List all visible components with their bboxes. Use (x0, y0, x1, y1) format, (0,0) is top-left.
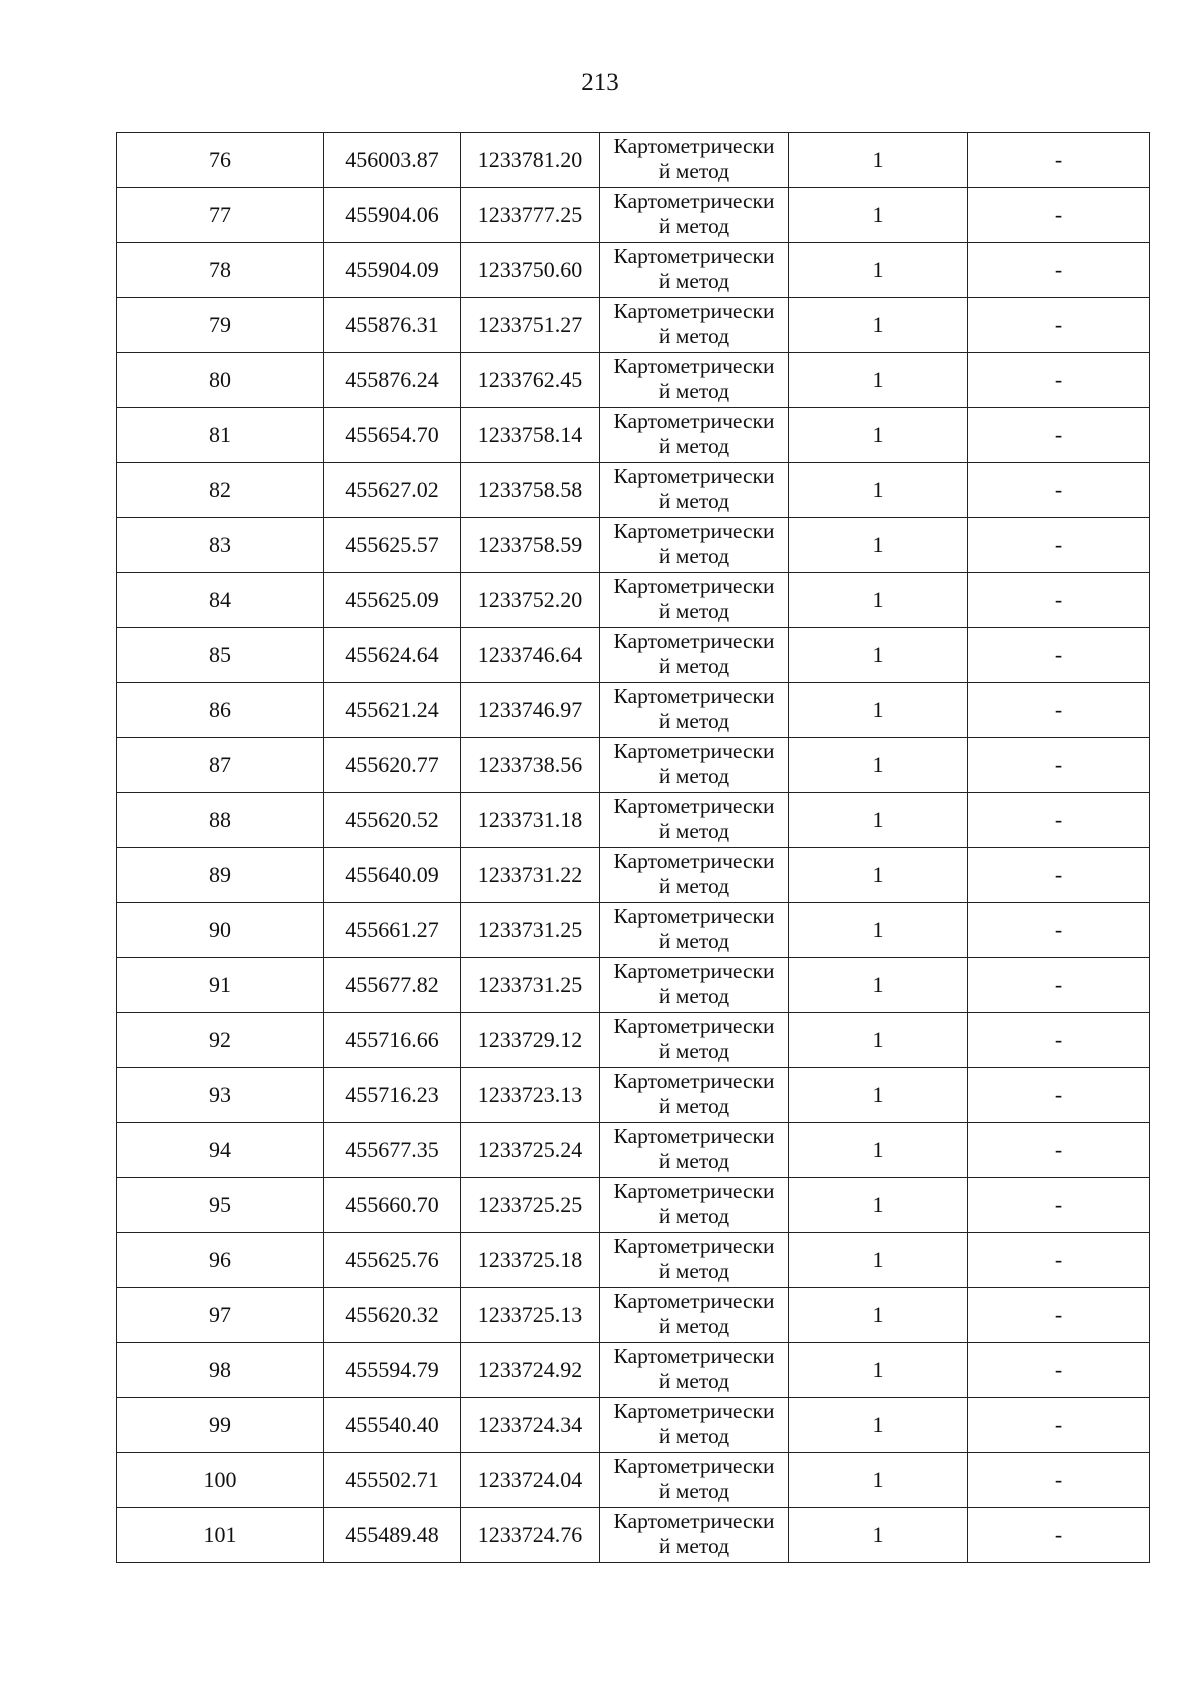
y-coordinate-cell: 1233746.64 (461, 628, 600, 683)
method-text-line2: й метод (658, 1259, 730, 1283)
table-row (117, 353, 1150, 408)
x-coordinate-cell: 455660.70 (324, 1178, 461, 1233)
point-number-cell: 95 (117, 1178, 324, 1233)
method-text-line2: й метод (658, 434, 730, 458)
y-coordinate-cell: 1233758.14 (461, 408, 600, 463)
accuracy-cell: 1 (789, 738, 968, 793)
method-text-line2: й метод (658, 544, 730, 568)
x-coordinate-cell: 456003.87 (324, 133, 461, 188)
method-text-line1: Картометрически (613, 1124, 775, 1148)
y-coordinate-cell: 1233758.59 (461, 518, 600, 573)
table-row (117, 738, 1150, 793)
note-cell: - (968, 958, 1150, 1013)
method-text-line1: Картометрически (613, 1509, 775, 1533)
method-text-line2: й метод (658, 1314, 730, 1338)
method-text-line2: й метод (658, 214, 730, 238)
method-text-line1: Картометрически (613, 464, 775, 488)
method-cell (600, 573, 789, 628)
page-number: 213 (581, 69, 619, 96)
method-text-line1: Картометрически (613, 904, 775, 928)
method-text-line2: й метод (658, 1479, 730, 1503)
method-text-line2: й метод (658, 1534, 730, 1558)
method-text-line1: Картометрически (613, 629, 775, 653)
point-number-cell: 89 (117, 848, 324, 903)
y-coordinate-cell: 1233731.25 (461, 958, 600, 1013)
method-text-line1: Картометрически (613, 409, 775, 433)
x-coordinate-cell: 455540.40 (324, 1398, 461, 1453)
table-row (117, 243, 1150, 298)
point-number-cell: 81 (117, 408, 324, 463)
point-number-cell: 87 (117, 738, 324, 793)
point-number-cell: 85 (117, 628, 324, 683)
table-row (117, 133, 1150, 188)
y-coordinate-cell: 1233724.76 (461, 1508, 600, 1563)
point-number-cell: 94 (117, 1123, 324, 1178)
x-coordinate-cell: 455624.64 (324, 628, 461, 683)
note-cell: - (968, 1233, 1150, 1288)
note-cell: - (968, 188, 1150, 243)
point-number-cell: 98 (117, 1343, 324, 1398)
note-cell: - (968, 133, 1150, 188)
point-number-cell: 84 (117, 573, 324, 628)
method-text-line2: й метод (658, 709, 730, 733)
x-coordinate-cell: 455677.35 (324, 1123, 461, 1178)
method-cell (600, 1068, 789, 1123)
x-coordinate-cell: 455876.31 (324, 298, 461, 353)
point-number-cell: 97 (117, 1288, 324, 1343)
x-coordinate-cell: 455502.71 (324, 1453, 461, 1508)
x-coordinate-cell: 455625.57 (324, 518, 461, 573)
method-text-line2: й метод (658, 1369, 730, 1393)
accuracy-cell: 1 (789, 1508, 968, 1563)
x-coordinate-cell: 455620.77 (324, 738, 461, 793)
x-coordinate-cell: 455640.09 (324, 848, 461, 903)
table-row (117, 463, 1150, 518)
accuracy-cell: 1 (789, 958, 968, 1013)
coordinates-table (116, 132, 1150, 1563)
accuracy-cell: 1 (789, 518, 968, 573)
method-text-line2: й метод (658, 269, 730, 293)
y-coordinate-cell: 1233731.22 (461, 848, 600, 903)
table-row (117, 848, 1150, 903)
method-cell (600, 463, 789, 518)
method-cell (600, 353, 789, 408)
table-row (117, 1398, 1150, 1453)
y-coordinate-cell: 1233731.25 (461, 903, 600, 958)
accuracy-cell: 1 (789, 628, 968, 683)
method-cell (600, 793, 789, 848)
y-coordinate-cell: 1233752.20 (461, 573, 600, 628)
note-cell: - (968, 1288, 1150, 1343)
y-coordinate-cell: 1233729.12 (461, 1013, 600, 1068)
method-text-line1: Картометрически (613, 1234, 775, 1258)
note-cell: - (968, 518, 1150, 573)
method-cell (600, 958, 789, 1013)
x-coordinate-cell: 455621.24 (324, 683, 461, 738)
y-coordinate-cell: 1233725.24 (461, 1123, 600, 1178)
point-number-cell: 92 (117, 1013, 324, 1068)
x-coordinate-cell: 455677.82 (324, 958, 461, 1013)
y-coordinate-cell: 1233723.13 (461, 1068, 600, 1123)
method-text-line2: й метод (658, 159, 730, 183)
table-row (117, 1123, 1150, 1178)
x-coordinate-cell: 455627.02 (324, 463, 461, 518)
accuracy-cell: 1 (789, 1288, 968, 1343)
method-text-line1: Картометрически (613, 1069, 775, 1093)
accuracy-cell: 1 (789, 408, 968, 463)
method-cell (600, 1343, 789, 1398)
note-cell: - (968, 1123, 1150, 1178)
point-number-cell: 93 (117, 1068, 324, 1123)
x-coordinate-cell: 455620.52 (324, 793, 461, 848)
method-text-line1: Картометрически (613, 189, 775, 213)
accuracy-cell: 1 (789, 1343, 968, 1398)
method-text-line1: Картометрически (613, 134, 775, 158)
note-cell: - (968, 243, 1150, 298)
note-cell: - (968, 1013, 1150, 1068)
note-cell: - (968, 298, 1150, 353)
method-text-line1: Картометрически (613, 299, 775, 323)
method-text-line1: Картометрически (613, 519, 775, 543)
method-cell (600, 298, 789, 353)
table-row (117, 188, 1150, 243)
table-row (117, 903, 1150, 958)
method-text-line1: Картометрически (613, 684, 775, 708)
method-text-line1: Картометрически (613, 244, 775, 268)
method-cell (600, 1178, 789, 1233)
table-row (117, 408, 1150, 463)
method-cell (600, 1453, 789, 1508)
point-number-cell: 80 (117, 353, 324, 408)
method-text-line1: Картометрически (613, 1289, 775, 1313)
method-text-line1: Картометрически (613, 354, 775, 378)
method-cell (600, 1123, 789, 1178)
method-cell (600, 628, 789, 683)
method-text-line2: й метод (658, 1094, 730, 1118)
method-text-line1: Картометрически (613, 1179, 775, 1203)
y-coordinate-cell: 1233724.92 (461, 1343, 600, 1398)
method-text-line2: й метод (658, 1149, 730, 1173)
method-text-line2: й метод (658, 1039, 730, 1063)
method-text-line1: Картометрически (613, 574, 775, 598)
note-cell: - (968, 848, 1150, 903)
accuracy-cell: 1 (789, 848, 968, 903)
method-cell (600, 738, 789, 793)
x-coordinate-cell: 455716.23 (324, 1068, 461, 1123)
note-cell: - (968, 1343, 1150, 1398)
point-number-cell: 86 (117, 683, 324, 738)
table-row (117, 958, 1150, 1013)
y-coordinate-cell: 1233777.25 (461, 188, 600, 243)
method-cell (600, 903, 789, 958)
y-coordinate-cell: 1233738.56 (461, 738, 600, 793)
x-coordinate-cell: 455876.24 (324, 353, 461, 408)
method-text-line1: Картометрически (613, 1014, 775, 1038)
accuracy-cell: 1 (789, 463, 968, 518)
method-cell (600, 1288, 789, 1343)
table-row (117, 573, 1150, 628)
x-coordinate-cell: 455620.32 (324, 1288, 461, 1343)
table-row (117, 1508, 1150, 1563)
note-cell: - (968, 1398, 1150, 1453)
y-coordinate-cell: 1233724.04 (461, 1453, 600, 1508)
table-row (117, 298, 1150, 353)
accuracy-cell: 1 (789, 133, 968, 188)
point-number-cell: 90 (117, 903, 324, 958)
method-cell (600, 518, 789, 573)
method-cell (600, 1508, 789, 1563)
x-coordinate-cell: 455654.70 (324, 408, 461, 463)
note-cell: - (968, 1453, 1150, 1508)
note-cell: - (968, 408, 1150, 463)
point-number-cell: 76 (117, 133, 324, 188)
method-text-line2: й метод (658, 324, 730, 348)
x-coordinate-cell: 455625.76 (324, 1233, 461, 1288)
table-row (117, 518, 1150, 573)
method-cell (600, 683, 789, 738)
method-text-line1: Картометрически (613, 849, 775, 873)
point-number-cell: 82 (117, 463, 324, 518)
point-number-cell: 101 (117, 1508, 324, 1563)
note-cell: - (968, 1508, 1150, 1563)
x-coordinate-cell: 455904.06 (324, 188, 461, 243)
note-cell: - (968, 683, 1150, 738)
y-coordinate-cell: 1233758.58 (461, 463, 600, 518)
accuracy-cell: 1 (789, 573, 968, 628)
accuracy-cell: 1 (789, 1178, 968, 1233)
point-number-cell: 99 (117, 1398, 324, 1453)
method-cell (600, 188, 789, 243)
point-number-cell: 88 (117, 793, 324, 848)
point-number-cell: 78 (117, 243, 324, 298)
method-cell (600, 1398, 789, 1453)
y-coordinate-cell: 1233781.20 (461, 133, 600, 188)
note-cell: - (968, 903, 1150, 958)
note-cell: - (968, 793, 1150, 848)
method-text-line1: Картометрически (613, 794, 775, 818)
table-row (117, 683, 1150, 738)
method-text-line2: й метод (658, 984, 730, 1008)
y-coordinate-cell: 1233725.25 (461, 1178, 600, 1233)
y-coordinate-cell: 1233746.97 (461, 683, 600, 738)
method-cell (600, 1013, 789, 1068)
accuracy-cell: 1 (789, 1013, 968, 1068)
point-number-cell: 79 (117, 298, 324, 353)
y-coordinate-cell: 1233751.27 (461, 298, 600, 353)
accuracy-cell: 1 (789, 1068, 968, 1123)
method-text-line2: й метод (658, 1204, 730, 1228)
point-number-cell: 96 (117, 1233, 324, 1288)
y-coordinate-cell: 1233725.13 (461, 1288, 600, 1343)
table-row (117, 628, 1150, 683)
coordinates-table-body (117, 133, 1150, 1563)
accuracy-cell: 1 (789, 353, 968, 408)
note-cell: - (968, 738, 1150, 793)
x-coordinate-cell: 455489.48 (324, 1508, 461, 1563)
note-cell: - (968, 463, 1150, 518)
method-text-line2: й метод (658, 599, 730, 623)
accuracy-cell: 1 (789, 1453, 968, 1508)
method-cell (600, 133, 789, 188)
note-cell: - (968, 573, 1150, 628)
table-row (117, 1178, 1150, 1233)
accuracy-cell: 1 (789, 243, 968, 298)
table-row (117, 1068, 1150, 1123)
point-number-cell: 77 (117, 188, 324, 243)
table-row (117, 793, 1150, 848)
method-text-line2: й метод (658, 874, 730, 898)
method-cell (600, 1233, 789, 1288)
method-text-line2: й метод (658, 654, 730, 678)
method-text-line2: й метод (658, 929, 730, 953)
x-coordinate-cell: 455904.09 (324, 243, 461, 298)
method-text-line2: й метод (658, 819, 730, 843)
accuracy-cell: 1 (789, 793, 968, 848)
accuracy-cell: 1 (789, 1233, 968, 1288)
x-coordinate-cell: 455716.66 (324, 1013, 461, 1068)
method-text-line1: Картометрически (613, 1344, 775, 1368)
y-coordinate-cell: 1233724.34 (461, 1398, 600, 1453)
method-text-line1: Картометрически (613, 739, 775, 763)
accuracy-cell: 1 (789, 188, 968, 243)
accuracy-cell: 1 (789, 298, 968, 353)
table-row (117, 1288, 1150, 1343)
x-coordinate-cell: 455661.27 (324, 903, 461, 958)
method-text-line2: й метод (658, 379, 730, 403)
note-cell: - (968, 1068, 1150, 1123)
accuracy-cell: 1 (789, 903, 968, 958)
method-text-line1: Картометрически (613, 1399, 775, 1423)
accuracy-cell: 1 (789, 1398, 968, 1453)
y-coordinate-cell: 1233750.60 (461, 243, 600, 298)
table-row (117, 1233, 1150, 1288)
y-coordinate-cell: 1233762.45 (461, 353, 600, 408)
method-text-line2: й метод (658, 489, 730, 513)
y-coordinate-cell: 1233731.18 (461, 793, 600, 848)
table-row (117, 1343, 1150, 1398)
method-cell (600, 848, 789, 903)
accuracy-cell: 1 (789, 1123, 968, 1178)
method-text-line1: Картометрически (613, 959, 775, 983)
note-cell: - (968, 1178, 1150, 1233)
method-text-line2: й метод (658, 764, 730, 788)
note-cell: - (968, 353, 1150, 408)
point-number-cell: 91 (117, 958, 324, 1013)
method-text-line2: й метод (658, 1424, 730, 1448)
method-cell (600, 243, 789, 298)
x-coordinate-cell: 455625.09 (324, 573, 461, 628)
method-text-line1: Картометрически (613, 1454, 775, 1478)
method-cell (600, 408, 789, 463)
note-cell: - (968, 628, 1150, 683)
table-row (117, 1013, 1150, 1068)
y-coordinate-cell: 1233725.18 (461, 1233, 600, 1288)
accuracy-cell: 1 (789, 683, 968, 738)
x-coordinate-cell: 455594.79 (324, 1343, 461, 1398)
point-number-cell: 100 (117, 1453, 324, 1508)
table-row (117, 1453, 1150, 1508)
point-number-cell: 83 (117, 518, 324, 573)
